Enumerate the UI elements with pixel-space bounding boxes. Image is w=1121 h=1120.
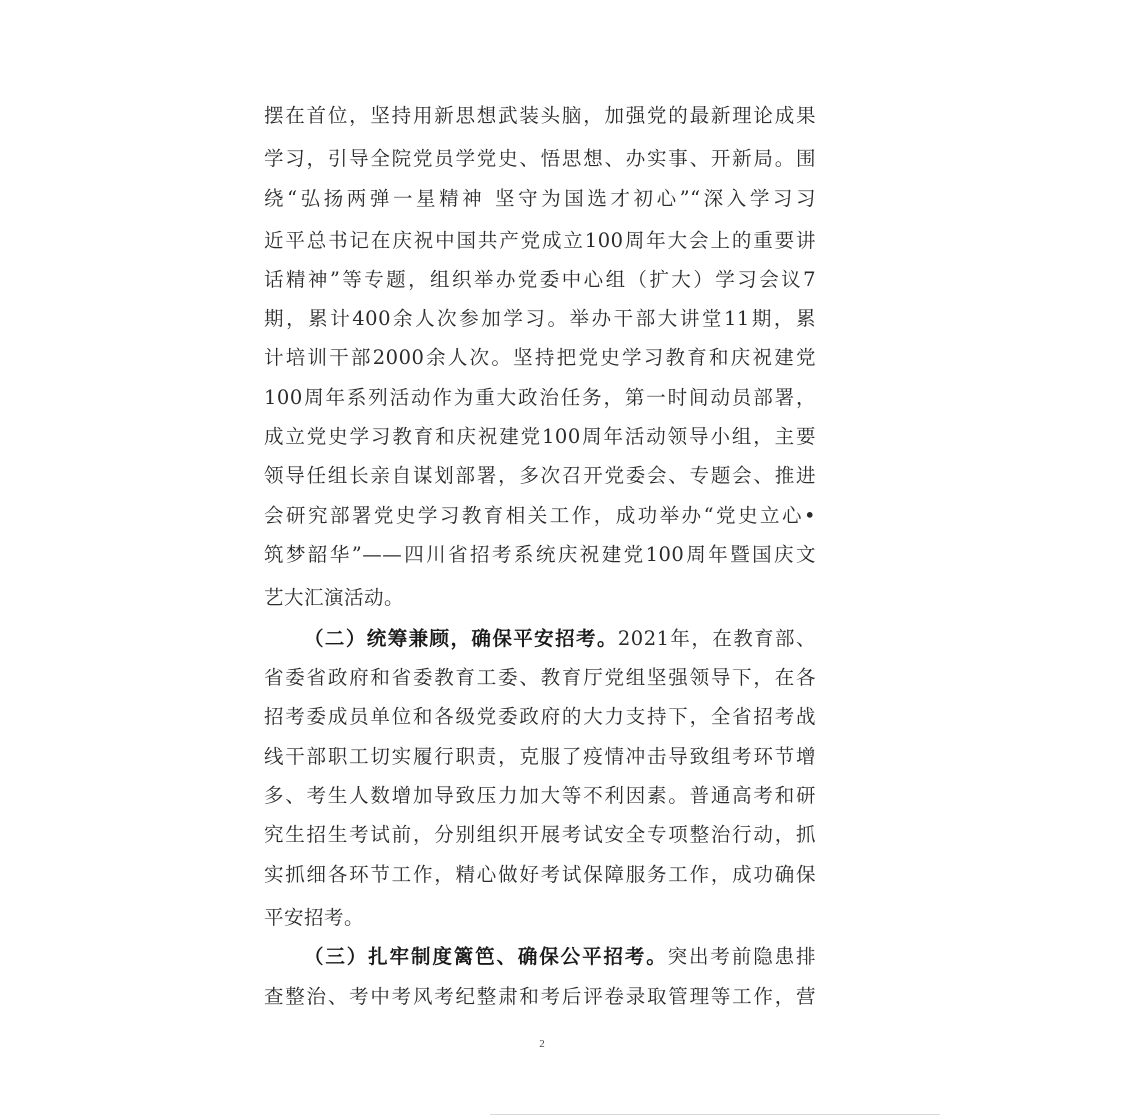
scan-edge-divider: [490, 1114, 940, 1115]
paragraph-line: 艺大汇演活动。: [264, 586, 405, 609]
section-heading-line: [304, 943, 816, 971]
paragraph-line: 绕“弘扬两弹一星精神 坚守为国选才初心”“深入学习习: [264, 187, 816, 210]
paragraph-line: 领导任组长亲自谋划部署，多次召开党委会、专题会、推进: [264, 464, 816, 487]
section-heading: （三）扎牢制度篱笆、确保公平招考。: [304, 945, 668, 968]
paragraph-line: 平安招考。: [264, 906, 365, 929]
paragraph-line: 计培训干部2000余人次。坚持把党史学习教育和庆祝建党: [264, 346, 816, 369]
page-number: 2: [539, 1038, 545, 1050]
paragraph-line: 查整治、考中考风考纪整肃和考后评卷录取管理等工作，营: [264, 985, 816, 1008]
section-heading-line: [304, 625, 816, 653]
paragraph-line: 究生招生考试前，分别组织开展考试安全专项整治行动，抓: [264, 823, 816, 846]
paragraph-line: 筑梦韶华”——四川省招考系统庆祝建党100周年暨国庆文: [264, 543, 816, 566]
section-text: 突出考前隐患排: [667, 945, 816, 968]
paragraph-line: 省委省政府和省委教育工委、教育厅党组坚强领导下，在各: [264, 666, 816, 689]
paragraph-line: 话精神”等专题，组织举办党委中心组（扩大）学习会议7: [264, 268, 816, 291]
section-text: 2021年，在教育部、: [617, 627, 816, 650]
paragraph-line: 摆在首位，坚持用新思想武装头脑，加强党的最新理论成果: [264, 104, 816, 127]
paragraph-line: 成立党史学习教育和庆祝建党100周年活动领导小组，主要: [264, 425, 816, 448]
paragraph-line: 学习，引导全院党员学党史、悟思想、办实事、开新局。围: [264, 147, 816, 170]
paragraph-line: 100周年系列活动作为重大政治任务，第一时间动员部署，: [264, 386, 816, 409]
paragraph-line: 会研究部署党史学习教育相关工作，成功举办“党史立心•: [264, 504, 816, 527]
paragraph-line: 期，累计400余人次参加学习。举办干部大讲堂11期，累: [264, 307, 816, 330]
paragraph-line: 多、考生人数增加导致压力加大等不利因素。普通高考和研: [264, 784, 816, 807]
paragraph-line: 线干部职工切实履行职责，克服了疫情冲击导致组考环节增: [264, 745, 816, 768]
paragraph-line: 招考委成员单位和各级党委政府的大力支持下，全省招考战: [264, 705, 816, 728]
paragraph-line: 实抓细各环节工作，精心做好考试保障服务工作，成功确保: [264, 863, 816, 886]
section-heading: （二）统筹兼顾，确保平安招考。: [304, 627, 618, 650]
paragraph-line: 近平总书记在庆祝中国共产党成立100周年大会上的重要讲: [264, 229, 816, 252]
